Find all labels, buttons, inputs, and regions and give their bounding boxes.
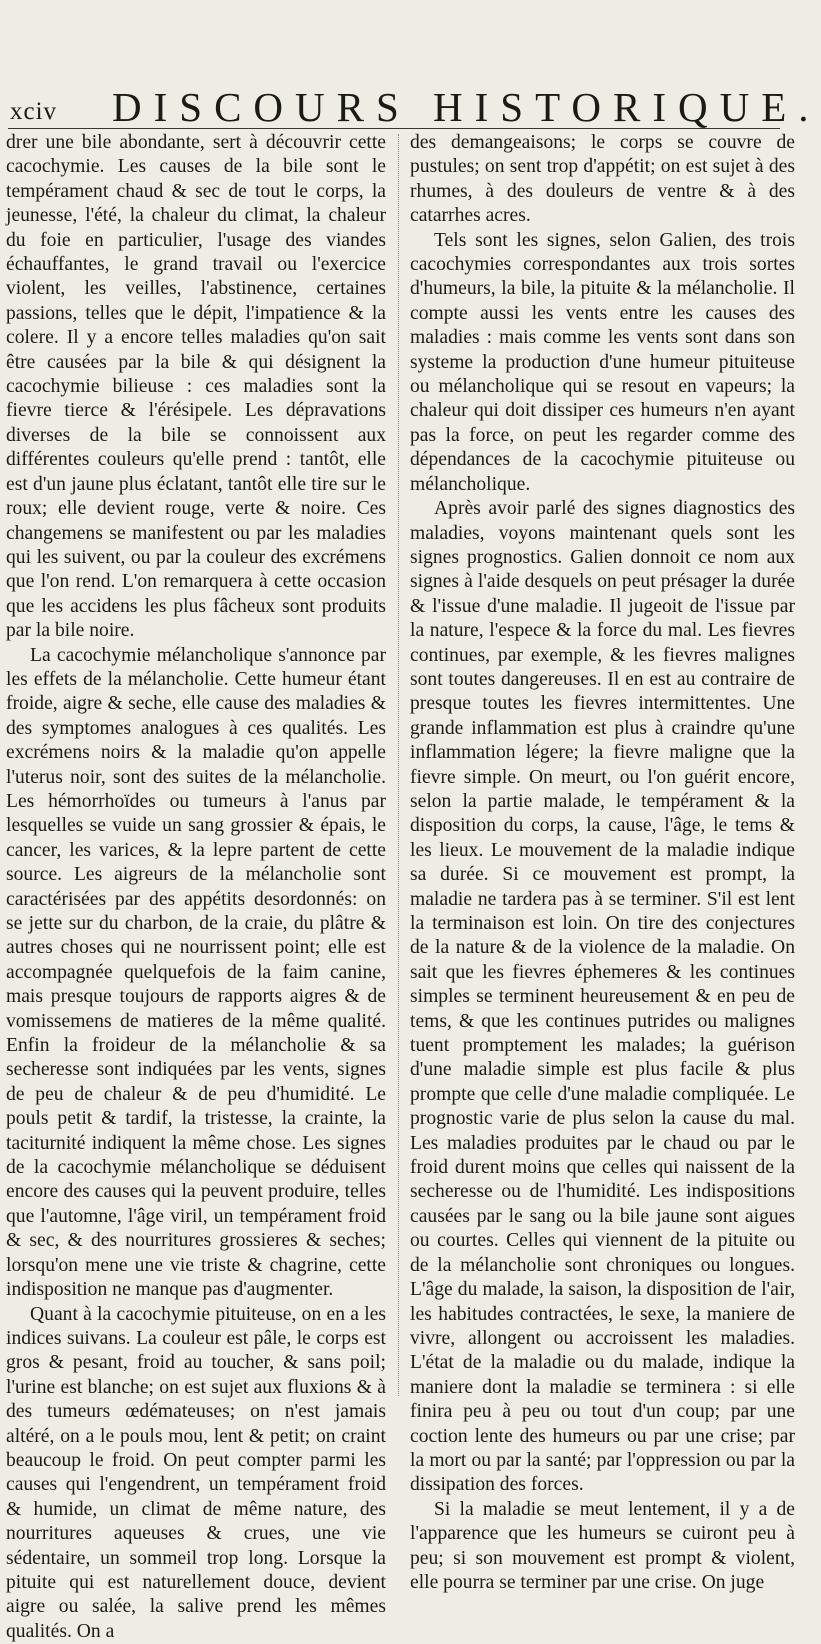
paragraph: Quant à la cacochymie pituiteuse, on en a les indices suivans. La couleur est pâle, le corps est gros & pesant, froid au toucher, & sans poil; l'urine est blanche; on est sujet aux fluxions & à des tumeurs œdémateuses; on n'est jamais altéré, on a le pouls mou, lent & petit; on craint beaucoup le froid. On peut compter parmi les causes qui l'engendrent, un tempérament froid & humide, un climat de même nature, des nourritures aqueuses & crues, une vie sédentaire, un sommeil trop long. Lorsque la pituite qui est naturellement douce, devient aigre ou salée, la salive prend les mêmes qualités. On a [6,1303,386,1644]
page-number: xciv [10,98,57,126]
paragraph: Si la maladie se meut lentement, il y a de l'apparence que les humeurs se cuiront peu à peu; si son mouvement est prompt & violent, elle pourra se terminer par une crise. On juge [410,1498,795,1596]
paragraph: drer une bile abondante, sert à découvrir cette cacochymie. Les causes de la bile sont le tempérament chaud & sec de tout le corps, la jeunesse, l'été, la chaleur du climat, la chaleur du foie en particulier, l'usage des viandes échauffantes, le grand travail ou l'exercice violent, les veilles, l'abstinence, certaines passions, telles que le dépit, l'impatience & la colere. Il y a encore telles maladies qu'on sait être causées par la bile & qui désignent la cacochymie bilieuse : ces maladies sont la fievre tierce & l'érésipele. Les dépravations diverses de la bile se connoissent aux différentes couleurs qu'elle prend : tantôt, elle est d'un jaune plus éclatant, tantôt elle tire sur le roux; elle devient rouge, verte & noire. Ces changemens se manifestent ou par les maladies qui les suivent, ou par la couleur des excrémens que l'on rend. L'on remarquera à cette occasion que les accidens les plus fâcheux sont produits par la bile noire. [6,131,386,644]
running-title: DISCOURS HISTORIQUE. [112,84,668,130]
paragraph: Tels sont les signes, selon Galien, des trois cacochymies correspondantes aux trois sortes d'humeurs, la bile, la pituite & la mélancholie. Il compte aussi les vents entre les causes des maladies : mais comme les vents sont dans son systeme la production d'une humeur pituiteuse ou mélancholique qui se resout en vapeurs; la chaleur qui doit dissiper ces humeurs n'en ayant pas la force, on peut les regarder comme des dépendances de la cacochymie pituiteuse ou mélancholique. [410,229,795,497]
paragraph: La cacochymie mélancholique s'annonce par les effets de la mélancholie. Cette humeur étant froide, aigre & seche, elle cause des maladies & des symptomes analogues à ces qualités. Les excrémens noirs & la maladie qu'on appelle l'uterus noir, sont des suites de la mélancholie. Les hémorrhoïdes ou tumeurs à l'anus par lesquelles se vuide un sang grossier & épais, le cancer, les varices, & la lepre partent de cette source. Les aigreurs de la mélancholie sont caractérisées par des appétits desordonnés: on se jette sur du charbon, de la craie, du plâtre & autres choses qui ne nourrissent point; elle est accompagnée quelquefois de la faim canine, mais presque toujours de rapports aigres & de vomissemens de matieres de la même qualité. Enfin la froideur de la mélancholie & sa secheresse sont indiquées par les vents, signes de peu de chaleur & de peu d'humidité. Le pouls petit & tardif, la tristesse, la crainte, la taciturnité indiquent la même chose. Les signes de la cacochymie mélancholique se déduisent encore des causes qui la peuvent produire, telles que l'automne, l'âge viril, un tempérament froid & sec, & des nourritures grossieres & seches; lorsqu'on mene une vie triste & chagrine, cette indisposition ne manque pas d'augmenter. [6,644,386,1303]
column-divider [398,134,399,1396]
paragraph: Après avoir parlé des signes diagnostics des maladies, voyons maintenant quels sont les signes prognostics. Galien donnoit ce nom aux signes à l'aide desquels on peut présager la durée & l'issue d'une maladie. Il jugeoit de l'issue par la nature, l'espece & la force du mal. Les fievres continues, par exemple, & les fievres malignes sont toutes dangereuses. Il en est au contraire de presque toutes les fievres intermittentes. Une grande inflammation est plus à craindre qu'une inflammation légere; la fievre maligne que la fievre simple. On meurt, ou l'on guérit encore, selon la partie malade, le tempérament & la disposition du corps, la cause, l'âge, le tems & les lieux. Le mouvement de la maladie indique sa durée. Si ce mouvement est prompt, la maladie ne tardera pas à se terminer. S'il est lent la terminaison est loin. On tire des conjectures de la nature & de la violence de la maladie. On sait que les fievres éphemeres & les continues simples se terminent heureusement & en peu de tems, & que les continues putrides ou malignes tuent promptement les malades; la guérison d'une maladie simple est plus facile & plus prompte que celle d'une maladie compliquée. Le prognostic varie de plus selon la cause du mal. Les maladies produites par le chaud ou par le froid durent moins que celles qui naissent de la secheresse ou de l'humidité. Les indispositions causées par le sang ou la bile jaune sont aigues ou courtes. Celles qui viennent de la pituite ou de la mélancholie sont chroniques ou longues. L'âge du malade, la saison, la disposition de l'air, les habitudes contractées, le sexe, la maniere de vivre, allongent ou accroissent les maladies. L'état de la maladie ou du malade, indique la maniere dont la maladie se terminera : si elle finira peu à peu ou tout d'un coup; par une coction lente des humeurs ou par une crise; par la mort ou par la santé; par l'oppression ou par la dissipation des forces. [410,497,795,1498]
header-rule [8,128,780,129]
right-column [410,131,795,1401]
left-column [6,131,386,1401]
page-header [0,84,800,130]
paragraph: des demangeaisons; le corps se couvre de pustules; on sent trop d'appétit; on est sujet à des rhumes, à des douleurs de ventre & à des catarrhes acres. [410,131,795,229]
